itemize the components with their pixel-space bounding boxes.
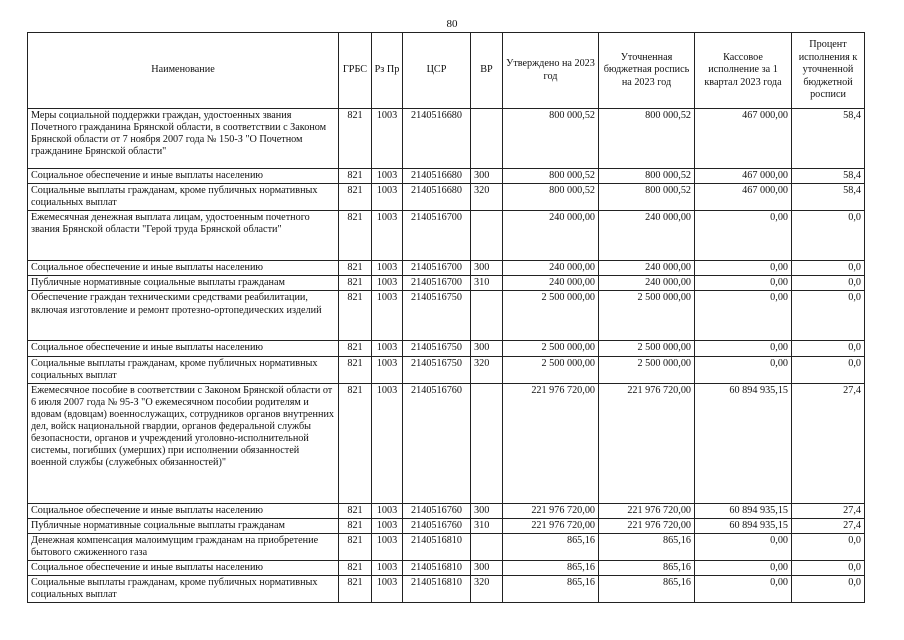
row-csr-cell: 2140516760 bbox=[403, 518, 471, 533]
row-vr-cell bbox=[471, 109, 503, 169]
row-cash-cell: 60 894 935,15 bbox=[695, 518, 792, 533]
row-cash-cell: 0,00 bbox=[695, 561, 792, 576]
row-rzpr-cell: 1003 bbox=[372, 261, 403, 276]
row-cash-cell: 0,00 bbox=[695, 211, 792, 261]
row-name-cell: Социальное обеспечение и иные выплаты населению bbox=[28, 169, 339, 184]
row-name-cell: Социальные выплаты гражданам, кроме публичных нормативных социальных выплат bbox=[28, 356, 339, 383]
row-rzpr-cell: 1003 bbox=[372, 576, 403, 603]
table-row bbox=[28, 276, 865, 291]
row-refined-cell: 865,16 bbox=[599, 533, 695, 560]
row-name-cell: Социальное обеспечение и иные выплаты населению bbox=[28, 503, 339, 518]
row-percent-cell: 27,4 bbox=[792, 518, 865, 533]
row-cash-cell: 467 000,00 bbox=[695, 169, 792, 184]
row-vr-cell: 320 bbox=[471, 356, 503, 383]
row-csr-cell: 2140516700 bbox=[403, 211, 471, 261]
row-vr-cell bbox=[471, 211, 503, 261]
header-name: Наименование bbox=[28, 33, 339, 109]
row-grbs-cell: 821 bbox=[339, 356, 372, 383]
table-row bbox=[28, 518, 865, 533]
row-cash-cell: 0,00 bbox=[695, 291, 792, 341]
row-rzpr-cell: 1003 bbox=[372, 518, 403, 533]
row-approved-cell: 2 500 000,00 bbox=[503, 341, 599, 356]
row-refined-cell: 221 976 720,00 bbox=[599, 383, 695, 503]
row-vr-cell: 310 bbox=[471, 518, 503, 533]
row-rzpr-cell: 1003 bbox=[372, 109, 403, 169]
row-cash-cell: 0,00 bbox=[695, 356, 792, 383]
row-percent-cell: 58,4 bbox=[792, 169, 865, 184]
row-grbs-cell: 821 bbox=[339, 576, 372, 603]
row-percent-cell: 0,0 bbox=[792, 291, 865, 341]
row-grbs-cell: 821 bbox=[339, 503, 372, 518]
row-approved-cell: 2 500 000,00 bbox=[503, 356, 599, 383]
row-rzpr-cell: 1003 bbox=[372, 561, 403, 576]
table-row bbox=[28, 341, 865, 356]
row-percent-cell: 0,0 bbox=[792, 576, 865, 603]
row-csr-cell: 2140516760 bbox=[403, 383, 471, 503]
row-rzpr-cell: 1003 bbox=[372, 356, 403, 383]
row-refined-cell: 221 976 720,00 bbox=[599, 503, 695, 518]
row-vr-cell bbox=[471, 533, 503, 560]
row-approved-cell: 221 976 720,00 bbox=[503, 518, 599, 533]
row-vr-cell bbox=[471, 383, 503, 503]
row-name-cell: Социальные выплаты гражданам, кроме публичных нормативных социальных выплат bbox=[28, 184, 339, 211]
row-rzpr-cell: 1003 bbox=[372, 341, 403, 356]
row-approved-cell: 800 000,52 bbox=[503, 109, 599, 169]
table-row bbox=[28, 109, 865, 169]
row-approved-cell: 800 000,52 bbox=[503, 169, 599, 184]
row-rzpr-cell: 1003 bbox=[372, 276, 403, 291]
row-name-cell: Социальное обеспечение и иные выплаты населению bbox=[28, 261, 339, 276]
row-csr-cell: 2140516810 bbox=[403, 561, 471, 576]
row-approved-cell: 240 000,00 bbox=[503, 276, 599, 291]
row-grbs-cell: 821 bbox=[339, 341, 372, 356]
row-grbs-cell: 821 bbox=[339, 211, 372, 261]
row-percent-cell: 0,0 bbox=[792, 276, 865, 291]
row-percent-cell: 0,0 bbox=[792, 211, 865, 261]
row-csr-cell: 2140516760 bbox=[403, 503, 471, 518]
header-rzpr: Рз Пр bbox=[372, 33, 403, 109]
table-body bbox=[28, 109, 865, 603]
row-cash-cell: 0,00 bbox=[695, 533, 792, 560]
table-row bbox=[28, 576, 865, 603]
row-percent-cell: 0,0 bbox=[792, 561, 865, 576]
row-approved-cell: 240 000,00 bbox=[503, 261, 599, 276]
row-cash-cell: 467 000,00 bbox=[695, 109, 792, 169]
row-grbs-cell: 821 bbox=[339, 383, 372, 503]
row-grbs-cell: 821 bbox=[339, 533, 372, 560]
row-vr-cell: 320 bbox=[471, 184, 503, 211]
row-name-cell: Социальное обеспечение и иные выплаты населению bbox=[28, 561, 339, 576]
row-percent-cell: 0,0 bbox=[792, 341, 865, 356]
row-refined-cell: 865,16 bbox=[599, 576, 695, 603]
row-percent-cell: 0,0 bbox=[792, 261, 865, 276]
row-name-cell: Социальное обеспечение и иные выплаты населению bbox=[28, 341, 339, 356]
row-csr-cell: 2140516810 bbox=[403, 533, 471, 560]
row-csr-cell: 2140516700 bbox=[403, 261, 471, 276]
row-cash-cell: 0,00 bbox=[695, 341, 792, 356]
table-row bbox=[28, 261, 865, 276]
row-rzpr-cell: 1003 bbox=[372, 383, 403, 503]
row-refined-cell: 240 000,00 bbox=[599, 261, 695, 276]
budget-table bbox=[27, 32, 865, 603]
table-row bbox=[28, 169, 865, 184]
row-grbs-cell: 821 bbox=[339, 561, 372, 576]
header-grbs: ГРБС bbox=[339, 33, 372, 109]
row-cash-cell: 0,00 bbox=[695, 261, 792, 276]
row-grbs-cell: 821 bbox=[339, 291, 372, 341]
row-percent-cell: 27,4 bbox=[792, 383, 865, 503]
row-approved-cell: 865,16 bbox=[503, 561, 599, 576]
row-grbs-cell: 821 bbox=[339, 261, 372, 276]
row-rzpr-cell: 1003 bbox=[372, 169, 403, 184]
row-name-cell: Денежная компенсация малоимущим гражданам на приобретение бытового сжиженного газа bbox=[28, 533, 339, 560]
header-percent: Процент исполнения к уточненной бюджетной росписи bbox=[792, 33, 865, 109]
row-refined-cell: 2 500 000,00 bbox=[599, 291, 695, 341]
row-csr-cell: 2140516680 bbox=[403, 169, 471, 184]
row-grbs-cell: 821 bbox=[339, 109, 372, 169]
row-refined-cell: 800 000,52 bbox=[599, 184, 695, 211]
table-row bbox=[28, 291, 865, 341]
row-approved-cell: 800 000,52 bbox=[503, 184, 599, 211]
row-grbs-cell: 821 bbox=[339, 169, 372, 184]
row-vr-cell: 300 bbox=[471, 503, 503, 518]
row-approved-cell: 865,16 bbox=[503, 533, 599, 560]
row-name-cell: Ежемесячная денежная выплата лицам, удостоенным почетного звания Брянской области "Герой труда Брянской области" bbox=[28, 211, 339, 261]
row-cash-cell: 0,00 bbox=[695, 276, 792, 291]
row-refined-cell: 800 000,52 bbox=[599, 109, 695, 169]
row-vr-cell: 300 bbox=[471, 261, 503, 276]
row-vr-cell bbox=[471, 291, 503, 341]
row-csr-cell: 2140516750 bbox=[403, 341, 471, 356]
row-rzpr-cell: 1003 bbox=[372, 184, 403, 211]
row-cash-cell: 0,00 bbox=[695, 576, 792, 603]
table-row bbox=[28, 356, 865, 383]
table-header-row bbox=[28, 33, 865, 109]
row-approved-cell: 221 976 720,00 bbox=[503, 503, 599, 518]
row-percent-cell: 27,4 bbox=[792, 503, 865, 518]
row-name-cell: Публичные нормативные социальные выплаты гражданам bbox=[28, 518, 339, 533]
row-rzpr-cell: 1003 bbox=[372, 503, 403, 518]
row-csr-cell: 2140516750 bbox=[403, 291, 471, 341]
row-cash-cell: 467 000,00 bbox=[695, 184, 792, 211]
row-csr-cell: 2140516680 bbox=[403, 109, 471, 169]
header-csr: ЦСР bbox=[403, 33, 471, 109]
row-refined-cell: 800 000,52 bbox=[599, 169, 695, 184]
table-row bbox=[28, 561, 865, 576]
header-vr: ВР bbox=[471, 33, 503, 109]
row-rzpr-cell: 1003 bbox=[372, 211, 403, 261]
header-refined: Уточненная бюджетная роспись на 2023 год bbox=[599, 33, 695, 109]
row-cash-cell: 60 894 935,15 bbox=[695, 383, 792, 503]
row-grbs-cell: 821 bbox=[339, 518, 372, 533]
header-approved: Утверждено на 2023 год bbox=[503, 33, 599, 109]
row-percent-cell: 0,0 bbox=[792, 533, 865, 560]
row-vr-cell: 300 bbox=[471, 561, 503, 576]
table-row bbox=[28, 503, 865, 518]
row-approved-cell: 865,16 bbox=[503, 576, 599, 603]
row-refined-cell: 221 976 720,00 bbox=[599, 518, 695, 533]
row-cash-cell: 60 894 935,15 bbox=[695, 503, 792, 518]
table-row bbox=[28, 383, 865, 503]
row-refined-cell: 240 000,00 bbox=[599, 211, 695, 261]
page-number: 80 bbox=[446, 18, 458, 30]
row-name-cell: Публичные нормативные социальные выплаты гражданам bbox=[28, 276, 339, 291]
row-approved-cell: 221 976 720,00 bbox=[503, 383, 599, 503]
row-rzpr-cell: 1003 bbox=[372, 291, 403, 341]
table-row bbox=[28, 533, 865, 560]
table-row bbox=[28, 211, 865, 261]
row-name-cell: Меры социальной поддержки граждан, удостоенных звания Почетного гражданина Брянской области, в соответствии с Законом Брянской области от 7 ноября 2007 года № 150-З "О Почетном гражданине Брянской области" bbox=[28, 109, 339, 169]
row-approved-cell: 2 500 000,00 bbox=[503, 291, 599, 341]
row-vr-cell: 300 bbox=[471, 169, 503, 184]
row-name-cell: Социальные выплаты гражданам, кроме публичных нормативных социальных выплат bbox=[28, 576, 339, 603]
row-grbs-cell: 821 bbox=[339, 276, 372, 291]
row-vr-cell: 300 bbox=[471, 341, 503, 356]
row-grbs-cell: 821 bbox=[339, 184, 372, 211]
row-name-cell: Ежемесячное пособие в соответствии с Законом Брянской области от 6 июля 2007 года № 95-З "О ежемесячном пособии родителям и вдовам (вдовцам) военнослужащих, сотрудников органов внутренних дел, войск национальной гвардии, органов федеральной службы безопасности, органов и учреждений уголовно-исполнительной системы, погибших (умерших) при исполнении обязанностей военной службы (служебных обязанностей)" bbox=[28, 383, 339, 503]
row-csr-cell: 2140516700 bbox=[403, 276, 471, 291]
row-csr-cell: 2140516810 bbox=[403, 576, 471, 603]
row-approved-cell: 240 000,00 bbox=[503, 211, 599, 261]
row-vr-cell: 320 bbox=[471, 576, 503, 603]
row-percent-cell: 58,4 bbox=[792, 109, 865, 169]
row-csr-cell: 2140516680 bbox=[403, 184, 471, 211]
row-csr-cell: 2140516750 bbox=[403, 356, 471, 383]
row-rzpr-cell: 1003 bbox=[372, 533, 403, 560]
row-refined-cell: 2 500 000,00 bbox=[599, 356, 695, 383]
row-percent-cell: 58,4 bbox=[792, 184, 865, 211]
header-cash: Кассовое исполнение за 1 квартал 2023 года bbox=[695, 33, 792, 109]
row-vr-cell: 310 bbox=[471, 276, 503, 291]
row-refined-cell: 2 500 000,00 bbox=[599, 341, 695, 356]
row-refined-cell: 865,16 bbox=[599, 561, 695, 576]
table-row bbox=[28, 184, 865, 211]
row-percent-cell: 0,0 bbox=[792, 356, 865, 383]
row-refined-cell: 240 000,00 bbox=[599, 276, 695, 291]
row-name-cell: Обеспечение граждан техническими средствами реабилитации, включая изготовление и ремонт протезно-ортопедических изделий bbox=[28, 291, 339, 341]
